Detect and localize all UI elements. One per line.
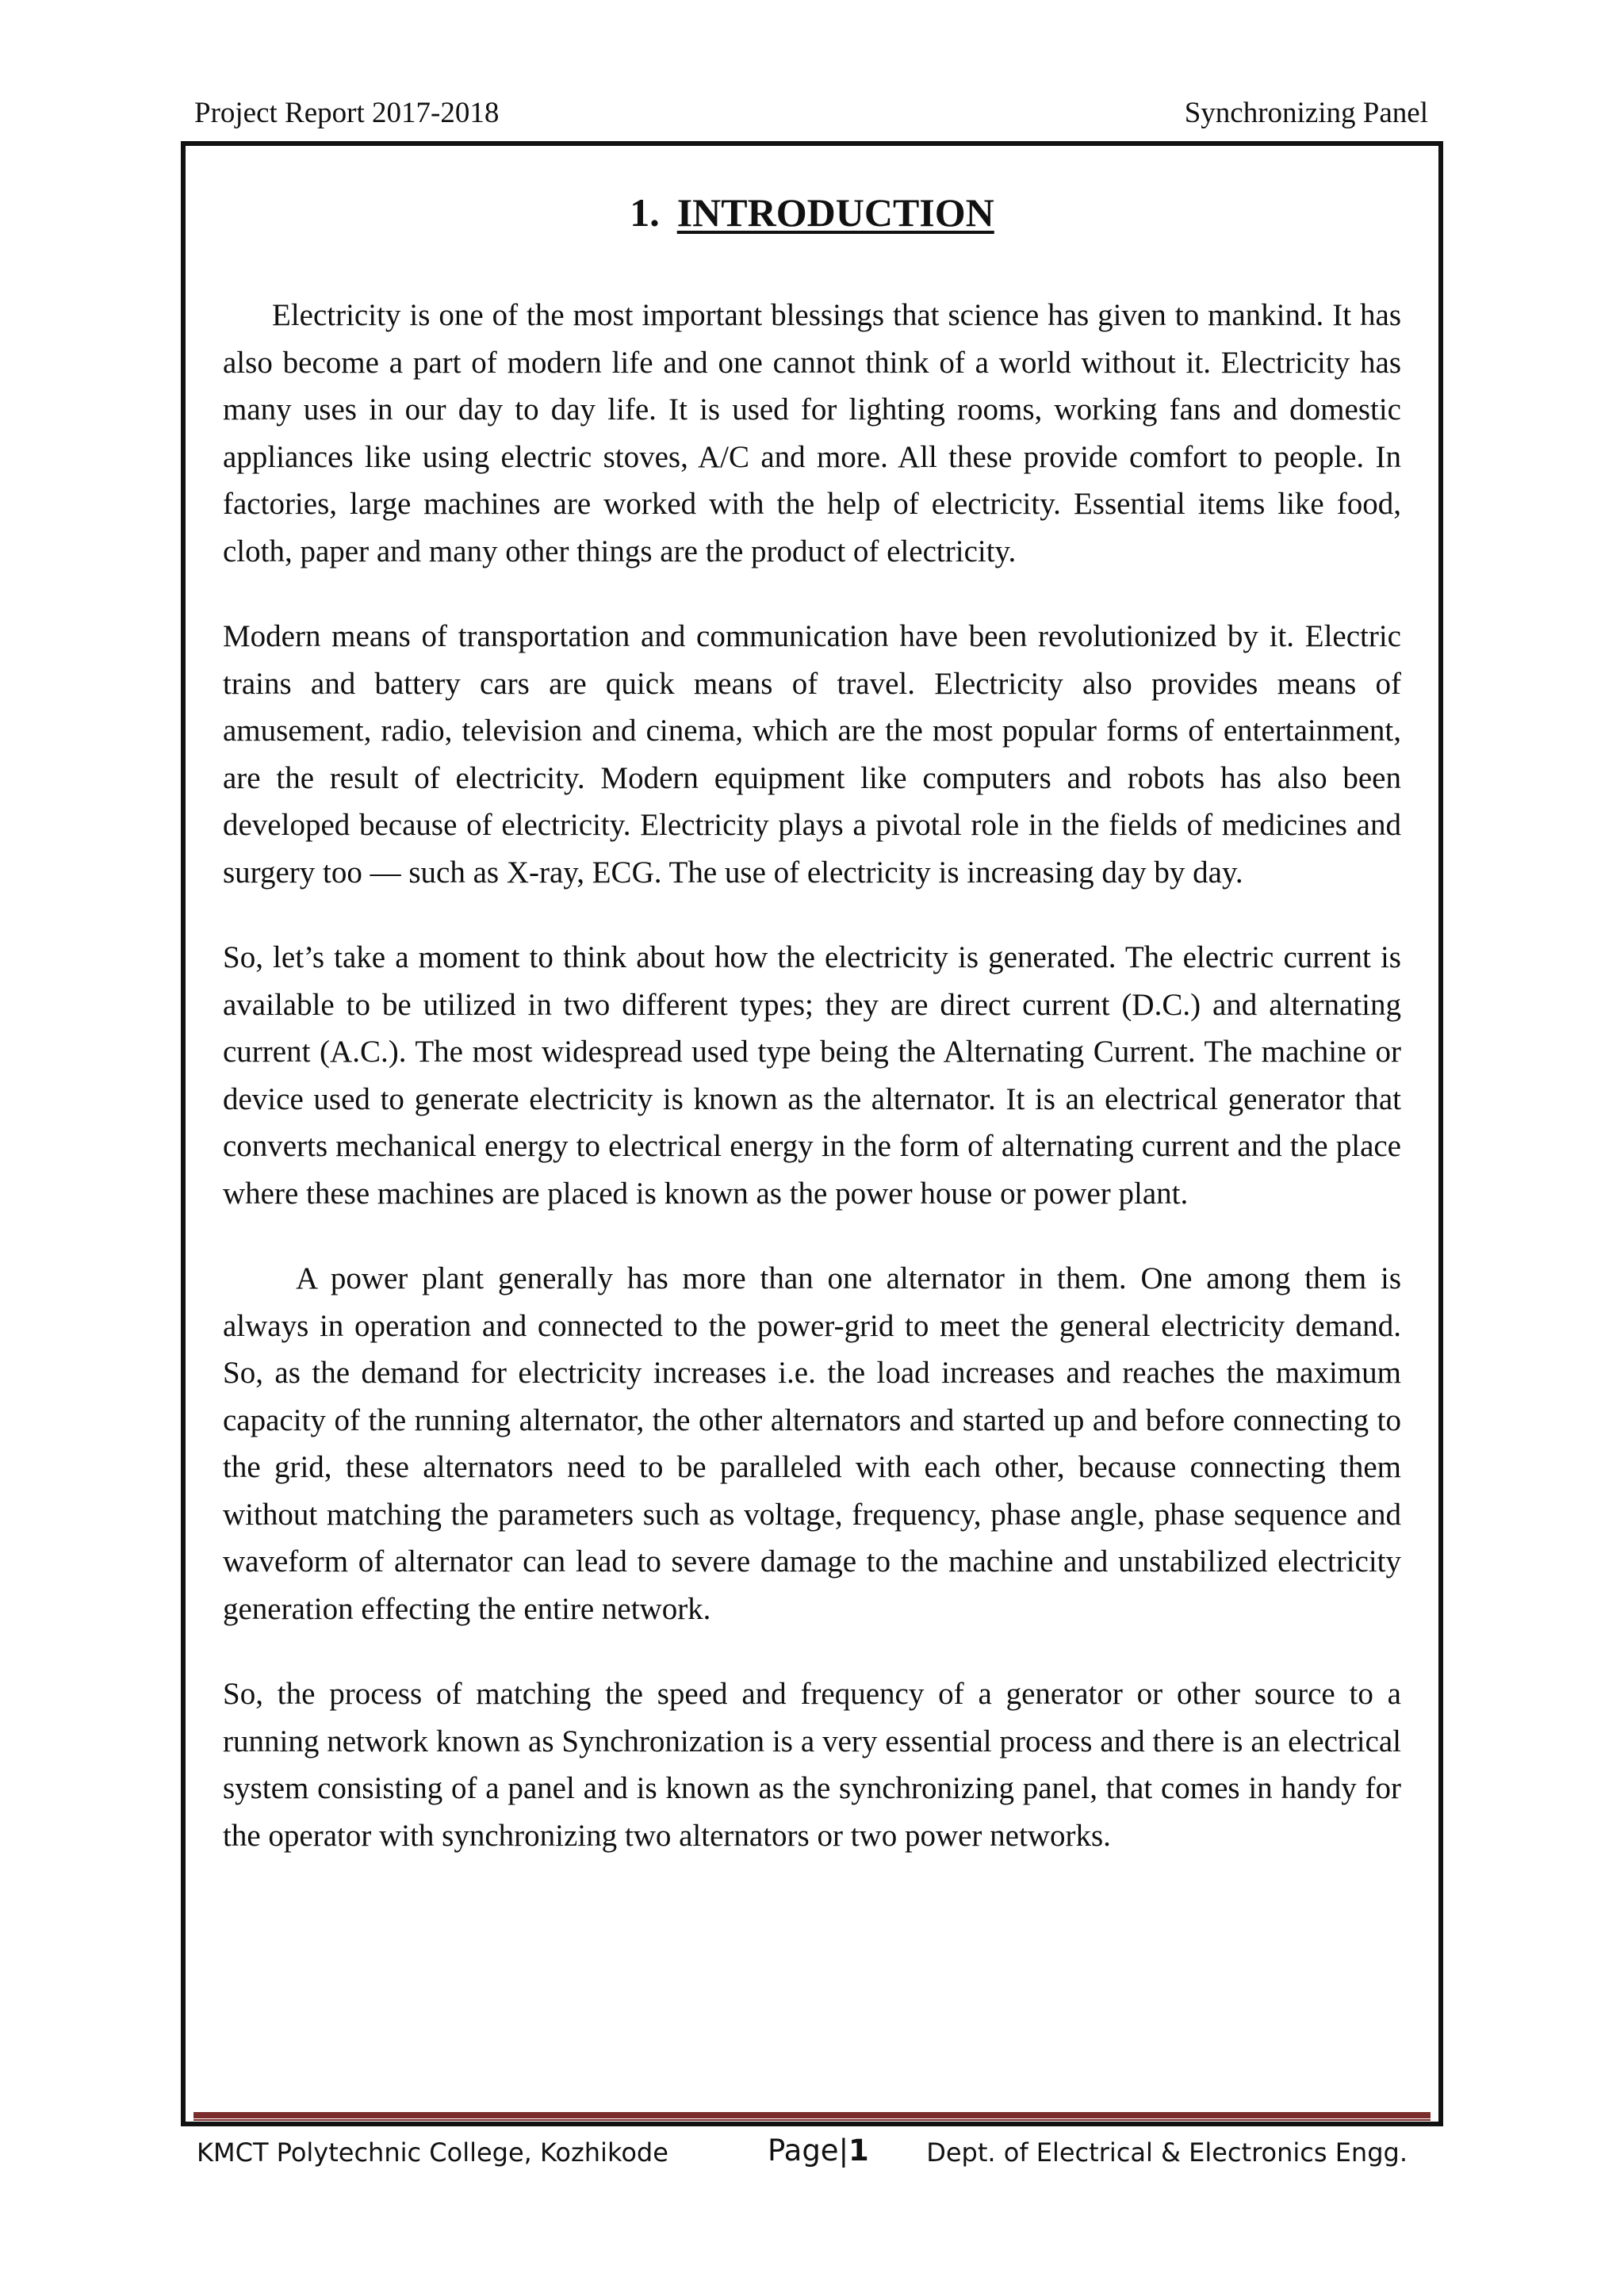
paragraph-3: So, let’s take a moment to think about how the electricity is generated. The electric current is available to be utilized in two different types; they are direct current (D.C.) and alternating current (A.C.). The most widespread used type being the Alternating Current. The machine or device used to generate electricity is known as the alternator. It is an electrical generator that converts mechanical energy to electrical energy in the form of alternating current and the place where these machines are placed is known as the power house or power plant. xyxy=(223,940,1401,1211)
paragraph-5: So, the process of matching the speed and frequency of a generator or other source to a running network known as Synchronization is a very essential process and there is an electrical system consisting of a panel and is known as the synchronizing panel, that comes in handy for the operator with synchronizing two alternators or two power networks. xyxy=(223,1677,1401,1853)
paragraph-4: A power plant generally has more than one alternator in them. One among them is always in operation and connected to the power-grid to meet the general electricity demand. So, as the demand for electricity increases i.e. the load increases and reaches the maximum capacity of the running alternator, the other alternators and started up and before connecting to the grid, these alternators need to be paralleled with each other, because connecting them without matching the parameters such as voltage, frequency, phase angle, phase sequence and waveform of alternator can lead to severe damage to the machine and unstabilized electricity generation effecting the entire network. xyxy=(223,1261,1401,1626)
page-footer xyxy=(197,2133,1408,2172)
section-heading: INTRODUCTION xyxy=(676,190,994,235)
footer-college: KMCT Polytechnic College, Kozhikode xyxy=(197,2137,668,2168)
section-title xyxy=(181,184,1443,241)
footer-divider-thin xyxy=(193,2119,1431,2121)
footer-department: Dept. of Electrical & Electronics Engg. xyxy=(926,2137,1408,2168)
body-text xyxy=(223,292,1401,1897)
page-label: Page| xyxy=(768,2133,849,2168)
page-number: 1 xyxy=(848,2133,869,2168)
page-header xyxy=(194,94,1428,133)
section-number: 1. xyxy=(630,190,660,235)
paragraph-2: Modern means of transportation and communication have been revolutionized by it. Electric trains and battery cars are quick means of travel. Electricity also provides means of amusement, radio, television and cinema, which are the most popular forms of entertainment, are the result of electricity. Modern equipment like computers and robots has also been developed because of electricity. Electricity plays a pivotal role in the fields of medicines and surgery too — such as X-ray, ECG. The use of electricity is increasing day by day. xyxy=(223,619,1401,890)
paragraph-1: Electricity is one of the most important blessings that science has given to mankind. It has also become a part of modern life and one cannot think of a world without it. Electricity has many uses in our day to day life. It is used for lighting rooms, working fans and domestic appliances like using electric stoves, A/C and more. All these provide comfort to people. In factories, large machines are worked with the help of electricity. Essential items like food, cloth, paper and many other things are the product of electricity. xyxy=(223,298,1401,568)
footer-divider xyxy=(193,2112,1431,2118)
header-report-title: Project Report 2017-2018 xyxy=(194,97,500,129)
footer-page-number xyxy=(768,2131,869,2171)
header-project-name: Synchronizing Panel xyxy=(1184,97,1428,129)
